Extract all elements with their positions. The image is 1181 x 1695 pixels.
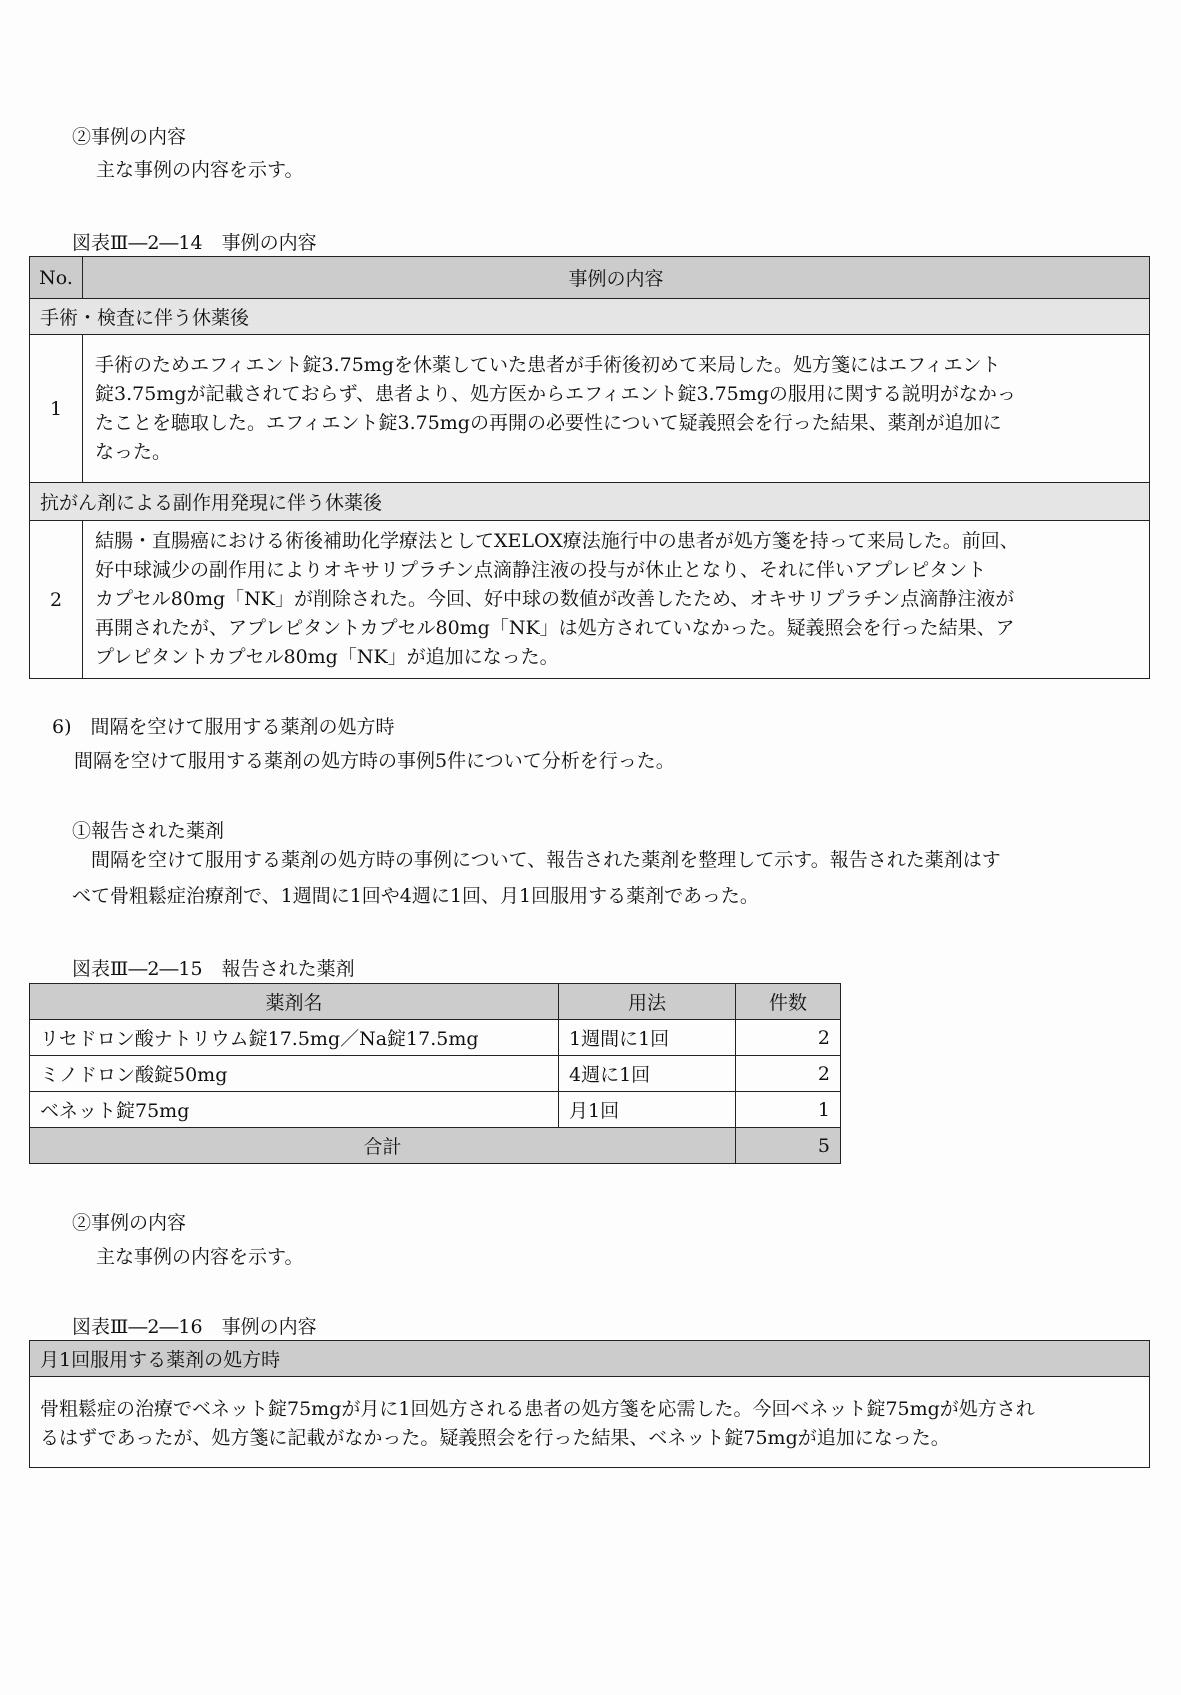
- case-line: 好中球減少の副作用によりオキサリプラチン点滴静注液の投与が休止となり、それに伴いアプレピタント: [95, 559, 987, 581]
- case-line: たことを聴取した。エフィエント錠3.75mgの再開の必要性について疑義照会を行った結果、薬剤が追加に: [95, 411, 1002, 434]
- case-table-16: [29, 1340, 1150, 1468]
- case-content: [83, 335, 1150, 483]
- column-header-no: No.: [30, 257, 83, 299]
- case-line: 手術のためエフィエント錠3.75mgを休薬していた患者が手術後初めて来局した。処方箋にはエフィエント: [95, 353, 1001, 376]
- drug-count: 2: [736, 1020, 841, 1056]
- section-heading: 6) 間隔を空けて服用する薬剤の処方時: [52, 716, 395, 738]
- drug-usage: 1週間に1回: [559, 1020, 736, 1056]
- paragraph: 主な事例の内容を示す。: [96, 1246, 304, 1268]
- case-line: 再開されたが、アプレピタントカプセル80mg「NK」は処方されていなかった。疑義照会を行った結果、ア: [95, 617, 1015, 639]
- table-caption: 図表Ⅲ―2―16 事例の内容: [72, 1316, 317, 1338]
- category-row: 抗がん剤による副作用発現に伴う休薬後: [30, 483, 1150, 521]
- table-row: [30, 335, 1150, 483]
- total-row: [30, 1128, 841, 1164]
- drug-name: ミノドロン酸錠50mg: [30, 1056, 559, 1092]
- case-line: るはずであったが、処方箋に記載がなかった。疑義照会を行った結果、ベネット錠75mgが追加になった。: [40, 1427, 950, 1449]
- drug-name: ベネット錠75mg: [30, 1092, 559, 1128]
- subsection-heading: ②事例の内容: [72, 1212, 187, 1234]
- column-header-count: 件数: [736, 984, 841, 1020]
- table-row: [30, 1020, 841, 1056]
- case-line: カプセル80mg「NK」が削除された。今回、好中球の数値が改善したため、オキサリプラチン点滴静注液が: [95, 588, 1015, 610]
- drug-usage: 月1回: [559, 1092, 736, 1128]
- table-row: [30, 1056, 841, 1092]
- case-line: プレピタントカプセル80mg「NK」が追加になった。: [95, 646, 559, 668]
- category-row: 月1回服用する薬剤の処方時: [30, 1341, 1150, 1377]
- case-number: 1: [30, 335, 83, 483]
- subsection-heading: ①報告された薬剤: [72, 820, 225, 842]
- drug-usage: 4週に1回: [559, 1056, 736, 1092]
- case-line: なった。: [95, 440, 172, 463]
- table-caption: 図表Ⅲ―2―14 事例の内容: [72, 232, 317, 254]
- total-label: 合計: [30, 1128, 736, 1164]
- paragraph: 主な事例の内容を示す。: [96, 159, 304, 181]
- case-content: [83, 521, 1150, 679]
- drug-name: リセドロン酸ナトリウム錠17.5mg／Na錠17.5mg: [30, 1020, 559, 1056]
- drug-count: 1: [736, 1092, 841, 1128]
- case-content: [30, 1377, 1150, 1468]
- drug-table-15: [29, 983, 841, 1164]
- column-header-drug: 薬剤名: [30, 984, 559, 1020]
- case-line: 錠3.75mgが記載されておらず、患者より、処方医からエフィエント錠3.75mgの服用に関する説明がなかっ: [95, 382, 1016, 405]
- total-count: 5: [736, 1128, 841, 1164]
- table-row: [30, 1377, 1150, 1468]
- table-row: [30, 1092, 841, 1128]
- table-caption: 図表Ⅲ―2―15 報告された薬剤: [72, 958, 355, 980]
- paragraph: 間隔を空けて服用する薬剤の処方時の事例5件について分析を行った。: [74, 750, 675, 772]
- case-line: 結腸・直腸癌における術後補助化学療法としてXELOX療法施行中の患者が処方箋を持って来局した。前回、: [95, 530, 1019, 552]
- case-line: 骨粗鬆症の治療でベネット錠75mgが月に1回処方される患者の処方箋を応需した。今回ベネット錠75mgが処方され: [40, 1398, 1035, 1420]
- subsection-heading: ②事例の内容: [72, 126, 187, 148]
- drug-count: 2: [736, 1056, 841, 1092]
- paragraph-line: べて骨粗鬆症治療剤で、1週間に1回や4週に1回、月1回服用する薬剤であった。: [72, 885, 759, 907]
- paragraph-line: 間隔を空けて服用する薬剤の処方時の事例について、報告された薬剤を整理して示す。報告された薬剤はす: [72, 849, 1001, 871]
- paragraph: [72, 846, 1001, 911]
- category-row: 手術・検査に伴う休薬後: [30, 299, 1150, 335]
- table-row: [30, 521, 1150, 679]
- column-header-content: 事例の内容: [83, 257, 1150, 299]
- column-header-usage: 用法: [559, 984, 736, 1020]
- case-table-14: [29, 256, 1150, 679]
- case-number: 2: [30, 521, 83, 679]
